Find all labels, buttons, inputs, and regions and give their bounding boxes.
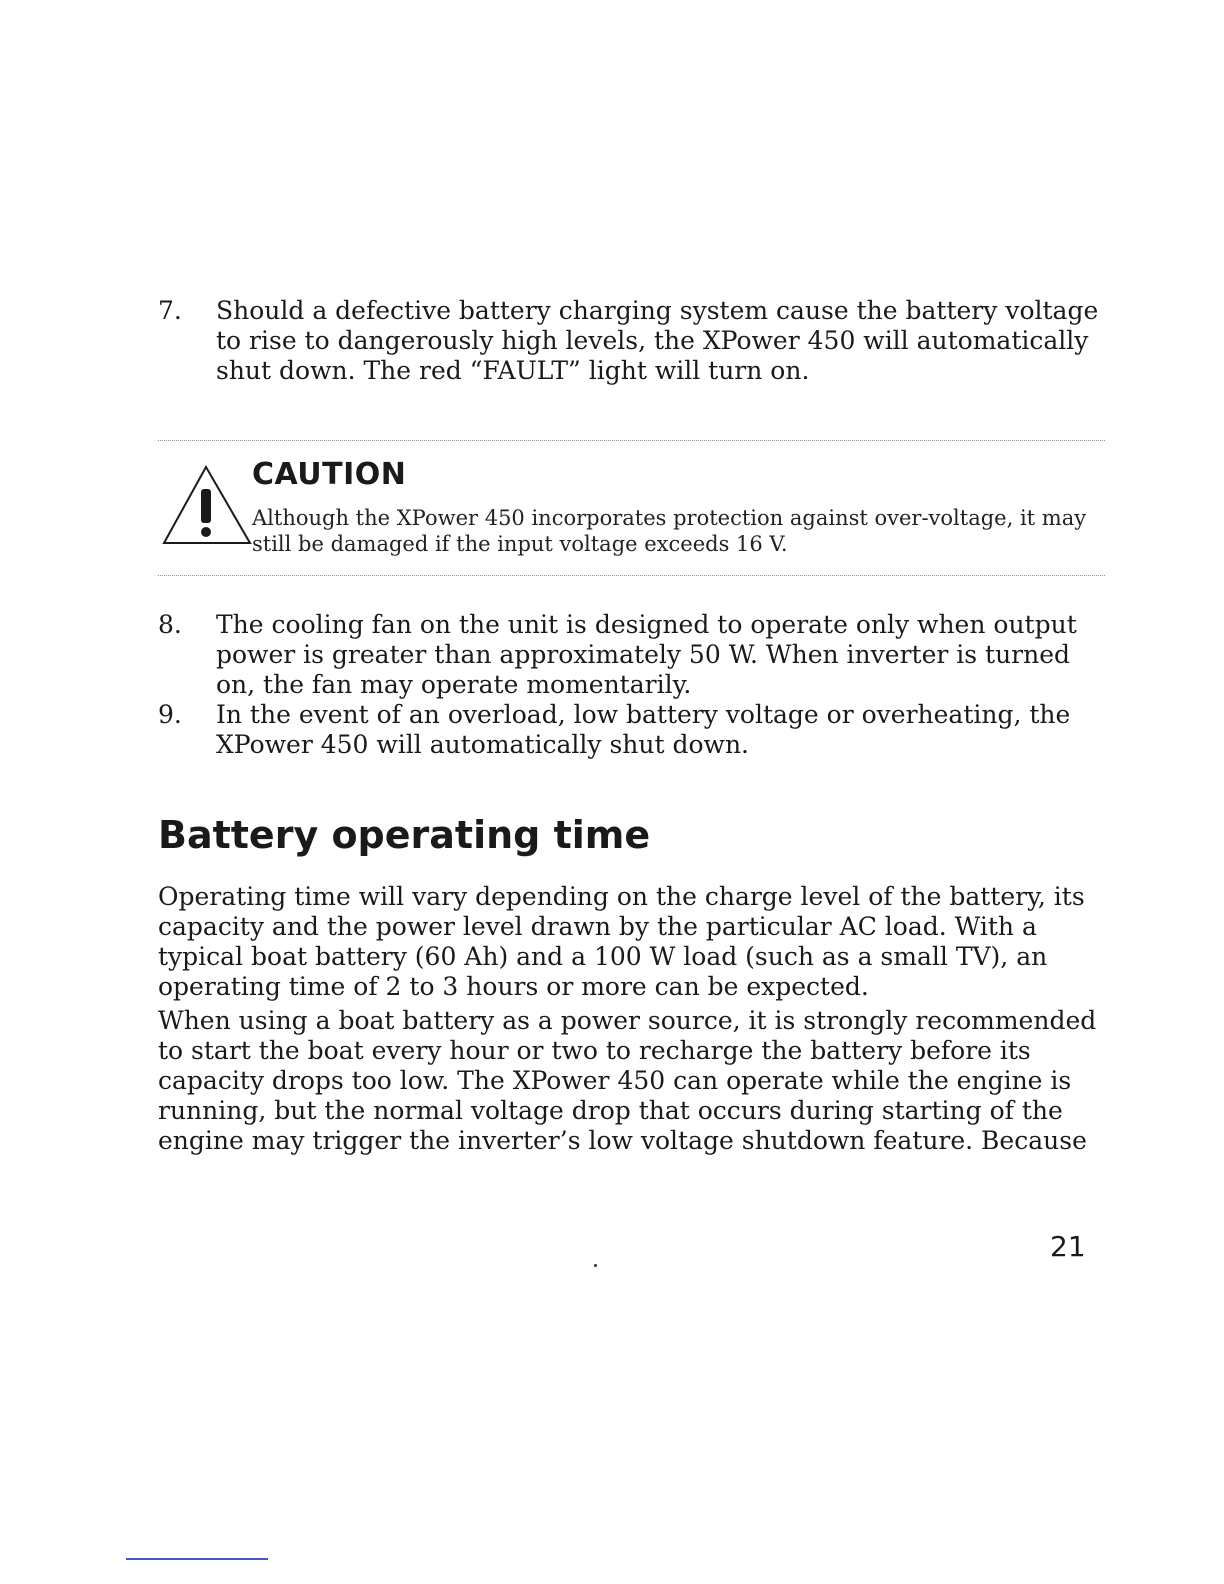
list-item-7 bbox=[158, 296, 1103, 386]
list-item-number: 9. bbox=[158, 700, 182, 729]
body-paragraph: Operating time will vary depending on the charge level of the battery, its capacity and the power level drawn by the particular AC load. With a typical boat battery (60 Ah) and a 100 W load (such as a small TV), an operating time of 2 to 3 hours or more can be expected. bbox=[158, 882, 1085, 1001]
caution-title: CAUTION bbox=[252, 457, 407, 492]
caution-bottom-divider bbox=[158, 575, 1105, 576]
list-item-number: 7. bbox=[158, 296, 182, 325]
caution-text: Although the XPower 450 incorporates protection against over-voltage, it may still be damaged if the input voltage exceeds 16 V. bbox=[252, 506, 1087, 556]
bottom-rule bbox=[126, 1558, 268, 1560]
numbered-list-bottom bbox=[158, 610, 1103, 760]
list-item-text: In the event of an overload, low battery voltage or overheating, the XPower 450 will automatically shut down. bbox=[216, 700, 1071, 759]
list-item-text: Should a defective battery charging system cause the battery voltage to rise to dangerously high levels, the XPower 450 will automatically shut down. The red “FAULT” light will turn on. bbox=[216, 296, 1099, 385]
scan-speck bbox=[594, 1264, 597, 1267]
list-item-9 bbox=[158, 700, 1103, 760]
caution-block bbox=[158, 455, 1105, 565]
section-heading: Battery operating time bbox=[158, 813, 651, 857]
caution-top-divider bbox=[158, 440, 1105, 441]
warning-triangle-icon bbox=[158, 463, 254, 547]
list-item-number: 8. bbox=[158, 610, 182, 639]
numbered-list-top bbox=[158, 296, 1103, 386]
body-paragraph: When using a boat battery as a power source, it is strongly recommended to start the boat every hour or two to recharge the battery before its capacity drops too low. The XPower 450 can operate while the engine is running, but the normal voltage drop that occurs during starting of the engine may trigger the inverter’s low voltage shutdown feature. Because bbox=[158, 1006, 1097, 1155]
page-number: 21 bbox=[1050, 1230, 1086, 1263]
list-item-8 bbox=[158, 610, 1103, 700]
list-item-text: The cooling fan on the unit is designed to operate only when output power is greater than approximately 50 W. When inverter is turned on, the fan may operate momentarily. bbox=[216, 610, 1077, 699]
